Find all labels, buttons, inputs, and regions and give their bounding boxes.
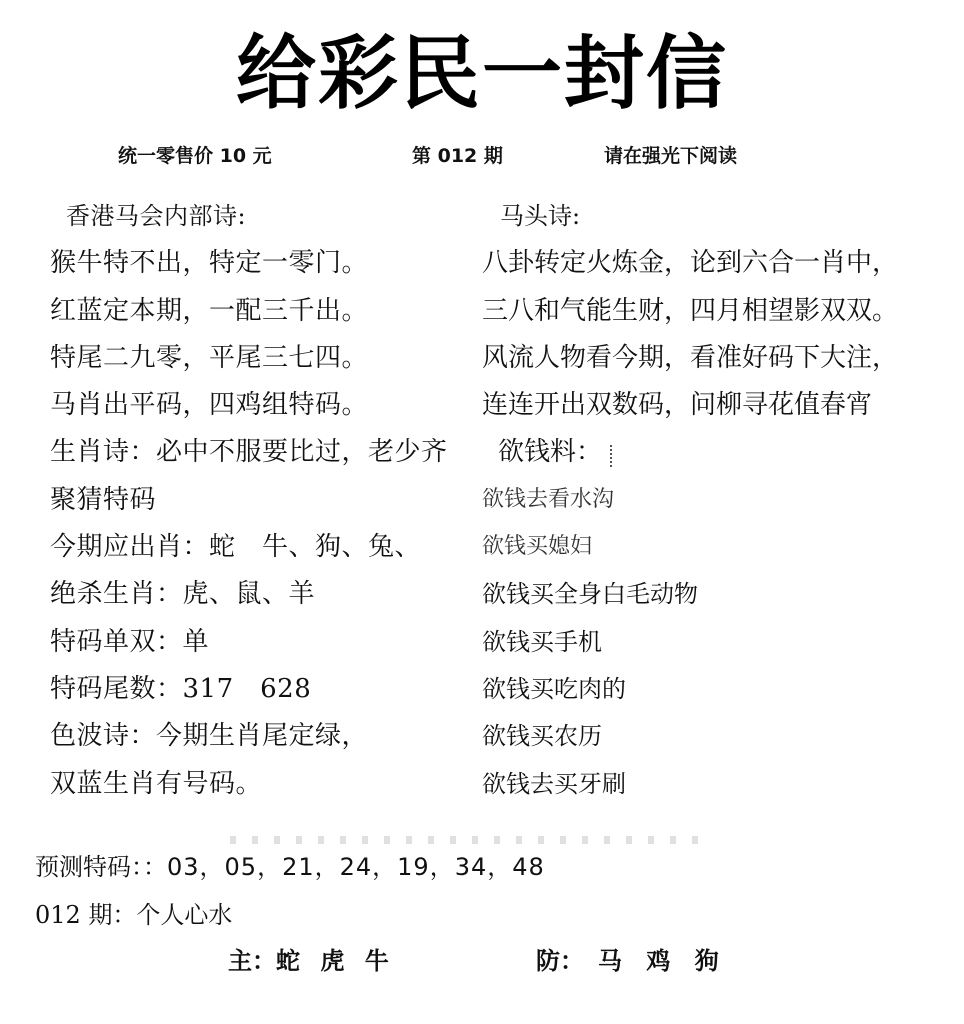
- right-line: 欲钱买媳妇: [482, 534, 593, 560]
- left-line: 红蓝定本期，一配三千出。: [50, 295, 369, 326]
- left-line: 色波诗：今期生肖尾定绿，: [50, 721, 369, 752]
- left-line: 聚猜特码: [50, 484, 157, 515]
- right-line: 欲钱买农历: [482, 722, 602, 751]
- right-line: 风流人物看今期，看准好码下大注，: [482, 342, 899, 373]
- right-line: 欲钱买全身白毛动物: [482, 580, 698, 609]
- scan-mark: [610, 445, 615, 467]
- right-line: 连连开出双数码，问柳寻花值春宵: [482, 390, 873, 421]
- right-line: 欲钱去看水沟: [482, 486, 615, 512]
- prediction-row: [35, 852, 545, 882]
- left-line: 猴牛特不出，特定一零门。: [50, 248, 369, 279]
- right-line: 欲钱买手机: [482, 627, 602, 656]
- price-label: 统一零售价 10 元: [118, 145, 272, 167]
- main-label: 主：: [228, 946, 276, 975]
- left-line: 今期应出肖：蛇 牛、狗、兔、: [50, 532, 422, 563]
- right-line: 欲钱料：: [498, 437, 603, 468]
- right-line: 八卦转定火炼金，论到六合一肖中，: [482, 248, 899, 279]
- left-line: 特码单双：单: [50, 626, 210, 657]
- issue-note: 012 期：个人心水: [35, 901, 233, 929]
- main-values: 蛇 虎 牛: [276, 946, 395, 975]
- left-line: 特尾二九零，平尾三七四。: [50, 342, 369, 373]
- defend-label: 防：: [536, 946, 584, 975]
- instruction-label: 请在强光下阅读: [604, 145, 738, 167]
- right-line: 欲钱去买牙刷: [482, 769, 626, 798]
- left-column: [50, 200, 448, 815]
- left-line: 马肖出平码，四鸡组特码。: [50, 390, 369, 421]
- right-line: 欲钱买吃肉的: [482, 674, 626, 703]
- issue-label: 第 012 期: [412, 145, 503, 167]
- left-line: 双蓝生肖有号码。: [50, 768, 263, 799]
- left-line: 生肖诗：必中不服要比过，老少齐: [50, 437, 448, 468]
- defend-row: [536, 946, 727, 976]
- left-line: 特码尾数：317 628: [50, 673, 312, 704]
- left-heading: 香港马会内部诗:: [66, 202, 247, 230]
- right-column: [482, 200, 898, 815]
- page-title: 给彩民一封信: [236, 27, 728, 120]
- prediction-numbers: 03，05，21，24，19，34，48: [167, 853, 545, 881]
- right-heading: 马头诗:: [500, 202, 581, 230]
- defend-values: 马 鸡 狗: [598, 946, 727, 975]
- scan-noise: [230, 836, 710, 844]
- main-row: [228, 946, 395, 976]
- left-line: 绝杀生肖：虎、鼠、羊: [50, 579, 316, 610]
- right-line: 三八和气能生财，四月相望影双双。: [482, 295, 899, 326]
- prediction-label: 预测特码：：: [35, 853, 167, 881]
